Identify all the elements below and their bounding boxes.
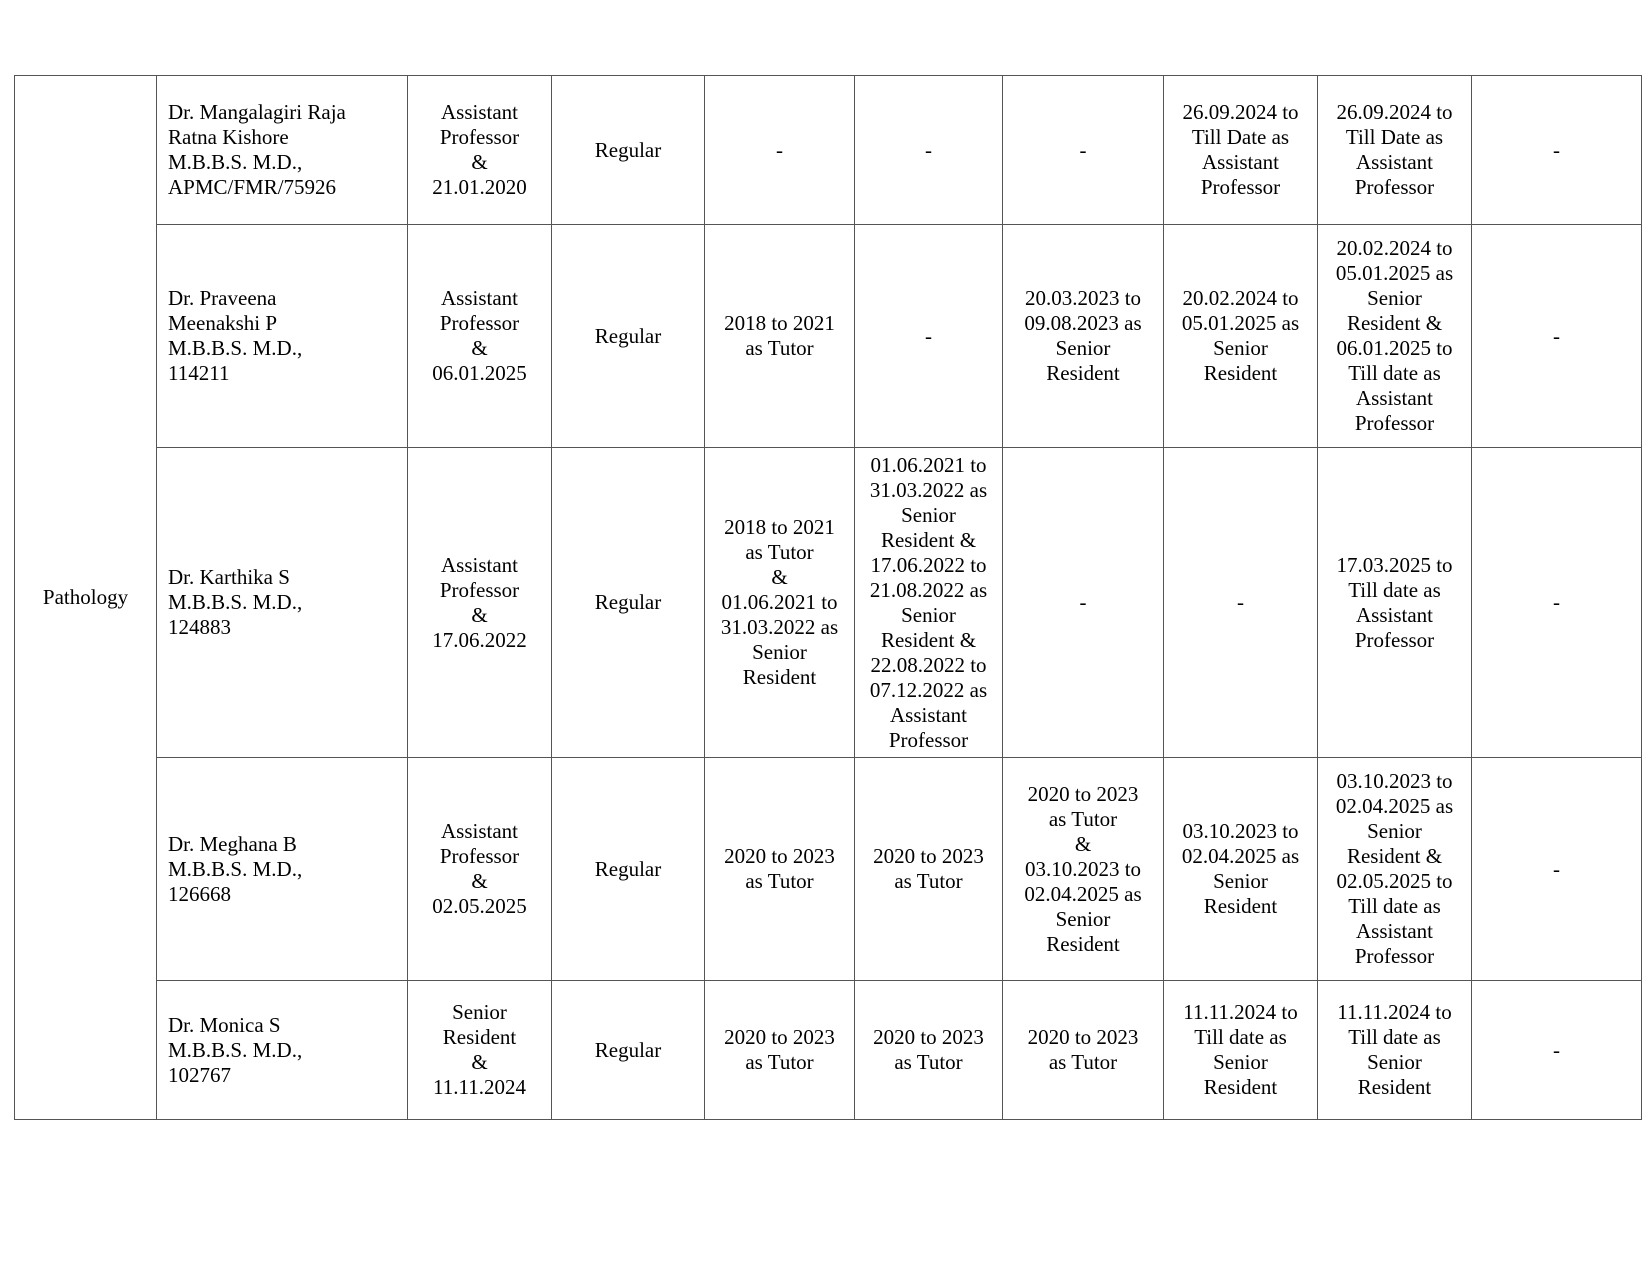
experience-cell	[1164, 981, 1318, 1120]
experience-text: -	[1553, 137, 1560, 162]
experience-cell	[1003, 225, 1164, 448]
experience-text: 2020 to 2023 as Tutor	[724, 1025, 835, 1074]
experience-cell	[855, 76, 1003, 225]
experience-cell	[705, 981, 855, 1120]
experience-cell	[1164, 76, 1318, 225]
designation-cell	[408, 758, 552, 981]
faculty-name: Dr. Meghana B M.B.B.S. M.D., 126668	[168, 831, 303, 906]
designation-text: Assistant Professor & 02.05.2025	[432, 819, 527, 918]
experience-text: 20.02.2024 to 05.01.2025 as Senior Resident	[1181, 286, 1300, 385]
table-row	[15, 448, 1642, 758]
nature-text: Regular	[594, 1037, 662, 1062]
experience-text: -	[1237, 590, 1244, 614]
nature-text: Regular	[594, 137, 662, 162]
nature-cell	[552, 76, 705, 225]
experience-cell	[1164, 448, 1318, 758]
experience-text: 26.09.2024 to Till Date as Assistant Professor	[1182, 100, 1299, 199]
experience-text: 2018 to 2021 as Tutor	[724, 311, 835, 360]
nature-text: Regular	[594, 323, 662, 348]
experience-cell	[1472, 981, 1642, 1120]
experience-text: -	[776, 137, 783, 162]
experience-text: -	[1553, 1037, 1560, 1062]
experience-text: 11.11.2024 to Till date as Senior Resident	[1183, 1000, 1298, 1099]
table-row	[15, 76, 1642, 225]
experience-cell	[705, 76, 855, 225]
department-cell	[15, 76, 157, 1120]
experience-text: 03.10.2023 to 02.04.2025 as Senior Resident & 02.05.2025 to Till date as Assistant Professor	[1335, 769, 1454, 968]
experience-cell	[1472, 76, 1642, 225]
nature-cell	[552, 981, 705, 1120]
experience-text: -	[1079, 590, 1087, 614]
department-label: Pathology	[42, 585, 129, 609]
experience-cell	[1318, 981, 1472, 1120]
designation-text: Senior Resident & 11.11.2024	[433, 1000, 526, 1099]
table-row	[15, 981, 1642, 1120]
experience-text: -	[925, 323, 932, 348]
faculty-name: Dr. Mangalagiri Raja Ratna Kishore M.B.B.S. M.D., APMC/FMR/75926	[168, 100, 346, 199]
experience-cell	[1472, 758, 1642, 981]
experience-cell	[1164, 225, 1318, 448]
faculty-name-cell	[157, 76, 408, 225]
experience-text: -	[1553, 590, 1560, 614]
experience-cell	[1472, 448, 1642, 758]
experience-cell	[705, 758, 855, 981]
designation-text: Assistant Professor & 17.06.2022	[432, 552, 527, 652]
experience-cell	[705, 225, 855, 448]
faculty-name-cell	[157, 225, 408, 448]
table-row	[15, 758, 1642, 981]
faculty-name: Dr. Karthika S M.B.B.S. M.D., 124883	[168, 565, 303, 639]
experience-cell	[1003, 448, 1164, 758]
experience-text: 03.10.2023 to 02.04.2025 as Senior Resident	[1181, 819, 1300, 918]
experience-text: 01.06.2021 to 31.03.2022 as Senior Resident & 17.06.2022 to 21.08.2022 as Senior Resident & 22.08.2022 to 07.12.2022 as Assistant Professor	[869, 452, 988, 752]
experience-text: -	[925, 137, 932, 162]
experience-cell	[705, 448, 855, 758]
nature-cell	[552, 758, 705, 981]
experience-text: 2018 to 2021 as Tutor & 01.06.2021 to 31.03.2022 as Senior Resident	[720, 515, 839, 689]
faculty-name-cell	[157, 758, 408, 981]
experience-cell	[855, 225, 1003, 448]
faculty-name: Dr. Praveena Meenakshi P M.B.B.S. M.D., 114211	[168, 286, 303, 385]
experience-cell	[1318, 448, 1472, 758]
designation-text: Assistant Professor & 21.01.2020	[432, 100, 527, 199]
experience-cell	[1472, 225, 1642, 448]
experience-cell	[1318, 758, 1472, 981]
designation-cell	[408, 76, 552, 225]
experience-text: -	[1553, 323, 1560, 348]
experience-text: -	[1079, 137, 1087, 162]
experience-text: -	[1553, 856, 1560, 881]
nature-cell	[552, 448, 705, 758]
experience-text: 11.11.2024 to Till date as Senior Resident	[1337, 1000, 1452, 1099]
experience-cell	[855, 758, 1003, 981]
experience-cell	[1164, 758, 1318, 981]
faculty-name-cell	[157, 981, 408, 1120]
table-row	[15, 225, 1642, 448]
faculty-name: Dr. Monica S M.B.B.S. M.D., 102767	[168, 1012, 303, 1087]
experience-text: 2020 to 2023 as Tutor	[1027, 1025, 1139, 1074]
designation-text: Assistant Professor & 06.01.2025	[432, 286, 527, 385]
nature-cell	[552, 225, 705, 448]
experience-cell	[1003, 981, 1164, 1120]
designation-cell	[408, 981, 552, 1120]
faculty-table	[14, 75, 1642, 1120]
experience-text: 2020 to 2023 as Tutor	[873, 1025, 984, 1074]
designation-cell	[408, 448, 552, 758]
experience-text: 2020 to 2023 as Tutor	[724, 844, 835, 893]
nature-text: Regular	[594, 590, 662, 614]
experience-cell	[855, 448, 1003, 758]
experience-text: 2020 to 2023 as Tutor	[873, 844, 984, 893]
experience-cell	[1318, 225, 1472, 448]
faculty-name-cell	[157, 448, 408, 758]
experience-text: 17.03.2025 to Till date as Assistant Professor	[1336, 552, 1453, 652]
experience-text: 20.03.2023 to 09.08.2023 as Senior Resident	[1024, 286, 1142, 385]
experience-text: 2020 to 2023 as Tutor & 03.10.2023 to 02.04.2025 as Senior Resident	[1024, 781, 1142, 956]
nature-text: Regular	[594, 856, 662, 881]
experience-text: 26.09.2024 to Till Date as Assistant Professor	[1336, 100, 1453, 199]
experience-cell	[1003, 76, 1164, 225]
experience-cell	[855, 981, 1003, 1120]
experience-cell	[1318, 76, 1472, 225]
experience-cell	[1003, 758, 1164, 981]
designation-cell	[408, 225, 552, 448]
experience-text: 20.02.2024 to 05.01.2025 as Senior Resident & 06.01.2025 to Till date as Assistant Professor	[1335, 236, 1454, 435]
